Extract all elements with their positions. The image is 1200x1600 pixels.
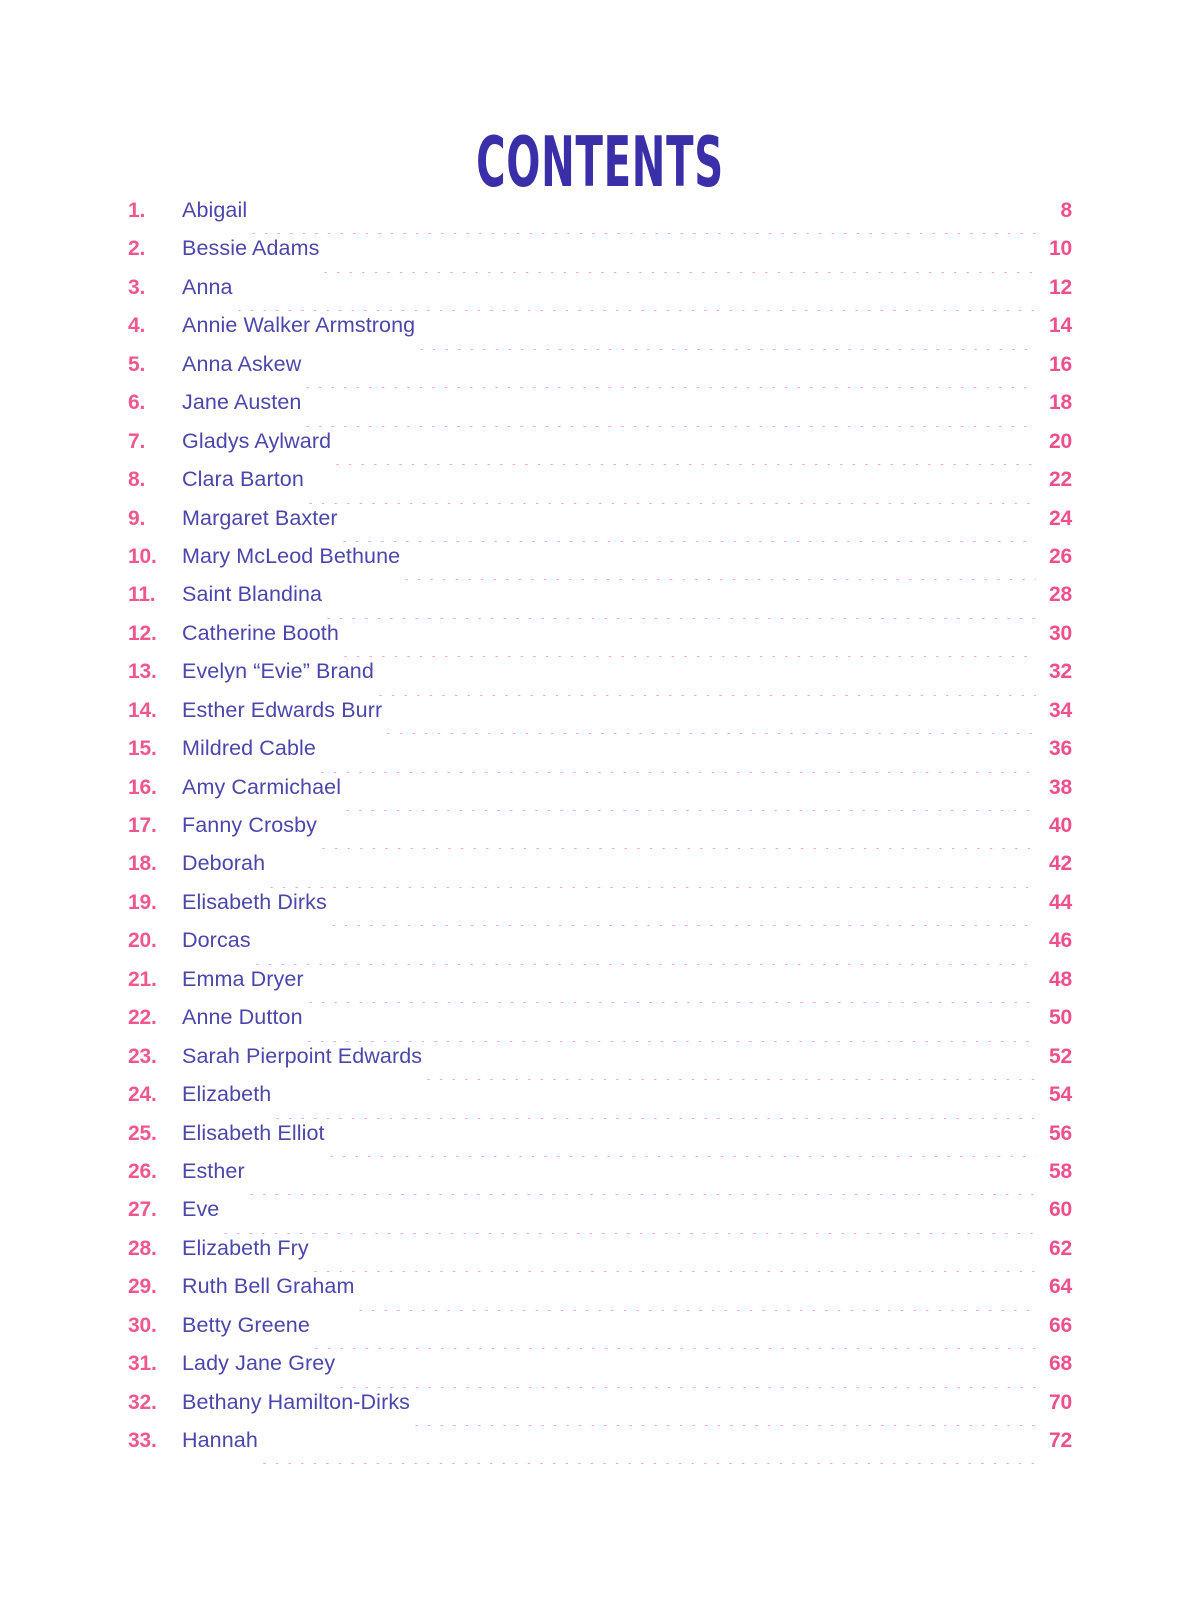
toc-entry-page-number[interactable]: 66 [1049,1313,1072,1337]
toc-entry-page-number[interactable]: 10 [1049,237,1072,261]
toc-entry-title[interactable]: Gladys Aylward [182,428,332,453]
dot-leader [344,656,1036,657]
dot-leader [321,772,1036,773]
dot-leader [340,1387,1036,1388]
toc-entry-title[interactable]: Eve [182,1197,220,1222]
toc-entry-number: 25. [128,1121,157,1145]
toc-entry-number: 18. [128,852,157,876]
dot-leader [420,349,1036,350]
toc-entry-title[interactable]: Elizabeth [182,1082,272,1107]
toc-entry-page-number[interactable]: 60 [1049,1198,1072,1222]
toc-entry-row[interactable] [128,1007,1072,1045]
toc-entry-page-number[interactable]: 18 [1049,391,1072,415]
dot-leader [315,1348,1036,1349]
toc-entry-title[interactable]: Margaret Baxter [182,505,338,530]
toc-entry-page-number[interactable]: 28 [1049,583,1072,607]
toc-entry-row[interactable] [128,200,1072,238]
dot-leader [427,1079,1036,1080]
toc-entry-title[interactable]: Anne Dutton [182,1005,303,1030]
toc-entry-number: 3. [128,275,146,299]
toc-entry-row[interactable] [128,661,1072,699]
toc-entry-page-number[interactable]: 38 [1049,775,1072,799]
toc-entry-number: 26. [128,1159,157,1183]
toc-entry-title[interactable]: Abigail [182,198,248,222]
toc-entry-page-number[interactable]: 56 [1049,1121,1072,1145]
toc-entry-title[interactable]: Anna Askew [182,351,302,376]
toc-entry-title[interactable]: Amy Carmichael [182,774,342,799]
toc-entry-page-number[interactable]: 44 [1049,890,1072,914]
toc-entry-row[interactable] [128,966,1072,1007]
toc-entry-row[interactable] [128,889,1072,930]
toc-entry-row[interactable] [128,774,1072,815]
toc-entry-row[interactable] [128,469,1072,507]
toc-entry-page-number[interactable]: 24 [1049,506,1072,530]
toc-entry-number: 15. [128,737,157,761]
toc-entry-row[interactable] [128,738,1072,776]
toc-entry-number: 1. [128,199,146,222]
toc-entry-page-number[interactable]: 40 [1049,814,1072,837]
toc-entry-page-number[interactable]: 42 [1049,852,1072,876]
toc-entry-page-number[interactable]: 48 [1049,967,1072,991]
toc-entry-row[interactable] [128,428,1072,469]
dot-leader [250,1194,1036,1195]
toc-entry-number: 22. [128,1006,157,1030]
toc-entry-row[interactable] [128,1120,1072,1161]
toc-entry-number: 20. [128,929,157,953]
dot-leader [330,1156,1036,1157]
toc-entry-page-number[interactable]: 30 [1049,621,1072,645]
toc-entry-page-number[interactable]: 32 [1049,660,1072,684]
dot-leader [332,925,1036,926]
toc-entry-row[interactable] [128,505,1072,546]
toc-entry-title[interactable]: Mildred Cable [182,736,316,761]
dot-leader [387,733,1036,734]
toc-entry-page-number[interactable]: 54 [1049,1083,1072,1107]
toc-entry-row[interactable] [128,392,1072,430]
toc-entry-row[interactable] [128,1199,1072,1237]
dot-leader [252,233,1036,234]
toc-entry-number: 33. [128,1429,157,1452]
dot-leader [346,810,1036,811]
toc-entry-page-number[interactable]: 70 [1049,1390,1072,1414]
toc-entry-row[interactable] [128,543,1072,584]
toc-entry-row[interactable] [128,1235,1072,1276]
toc-entry-row[interactable] [128,1312,1072,1353]
toc-entry-page-number[interactable]: 58 [1049,1159,1072,1183]
toc-entry-number: 8. [128,468,146,492]
dot-leader [379,695,1036,696]
toc-entry-title[interactable]: Hannah [182,1428,258,1452]
toc-entry-row[interactable] [128,815,1072,853]
toc-entry-title[interactable]: Dorcas [182,928,251,953]
toc-entry-row[interactable] [128,697,1072,738]
toc-entry-title[interactable]: Fanny Crosby [182,813,318,837]
toc-entry-row[interactable] [128,930,1072,968]
toc-entry-title[interactable]: Catherine Booth [182,620,339,645]
toc-entry-page-number[interactable]: 26 [1049,544,1072,568]
toc-entry-number: 30. [128,1313,157,1337]
toc-entry-row[interactable] [128,351,1072,392]
toc-entry-number: 29. [128,1275,157,1299]
dot-leader [224,1233,1036,1234]
toc-entry-number: 12. [128,621,157,645]
toc-entry-row[interactable] [128,1158,1072,1199]
toc-entry-number: 6. [128,391,146,415]
toc-entry-number: 21. [128,967,157,991]
dot-leader [256,964,1036,965]
toc-entry-title[interactable]: Emma Dryer [182,966,304,991]
dot-leader [306,387,1036,388]
toc-entry-page-number[interactable]: 16 [1049,352,1072,376]
toc-entry-number: 4. [128,314,146,338]
dot-leader [270,887,1036,888]
dot-leader [309,503,1036,504]
dot-leader [309,1002,1036,1003]
toc-entry-title[interactable]: Lady Jane Grey [182,1351,336,1376]
toc-entry-title[interactable]: Bessie Adams [182,236,320,261]
toc-entry-number: 31. [128,1352,157,1376]
toc-entry-number: 2. [128,237,146,261]
toc-entry-title[interactable]: Jane Austen [182,390,302,415]
dot-leader [263,1463,1036,1464]
toc-entry-number: 13. [128,660,157,684]
dot-leader [276,1118,1036,1119]
toc-entry-title[interactable]: Elisabeth Dirks [182,889,327,914]
toc-entry-page-number[interactable]: 72 [1049,1429,1072,1452]
dot-leader [306,426,1036,427]
toc-entry-row[interactable] [128,620,1072,661]
toc-entry-number: 24. [128,1083,157,1107]
toc-entry-title[interactable]: Elisabeth Elliot [182,1120,325,1145]
toc-entry-page-number[interactable]: 68 [1049,1352,1072,1376]
dot-leader [415,1425,1036,1426]
toc-entry-row[interactable] [128,1353,1072,1391]
toc-entry-row[interactable] [128,315,1072,353]
toc-entry-page-number[interactable]: 52 [1049,1044,1072,1068]
toc-entry-number: 28. [128,1236,157,1260]
page-title: CONTENTS [476,120,724,203]
dot-leader [308,1041,1036,1042]
toc-entry-number: 16. [128,775,157,799]
toc-entry-number: 32. [128,1390,157,1414]
toc-entry-title[interactable]: Evelyn “Evie” Brand [182,659,374,684]
toc-entry-title[interactable]: Bethany Hamilton-Dirks [182,1389,411,1414]
toc-entry-page-number[interactable]: 20 [1049,429,1072,453]
table-of-contents-list [128,200,1072,1468]
toc-entry-title[interactable]: Elizabeth Fry [182,1235,309,1260]
toc-entry-title[interactable]: Esther Edwards Burr [182,697,383,722]
dot-leader [359,1310,1036,1311]
toc-entry-number: 19. [128,890,157,914]
toc-entry-number: 10. [128,544,157,568]
toc-entry-number: 5. [128,352,146,376]
toc-entry-number: 23. [128,1044,157,1068]
toc-entry-number: 11. [128,583,156,607]
toc-entry-page-number[interactable]: 34 [1049,698,1072,722]
toc-entry-page-number[interactable]: 22 [1049,468,1072,492]
toc-entry-page-number[interactable]: 50 [1049,1006,1072,1030]
dot-leader [322,848,1036,849]
dot-leader [324,272,1036,273]
toc-entry-page-number[interactable]: 36 [1049,737,1072,761]
dot-leader [343,541,1036,542]
toc-entry-row[interactable] [128,1430,1072,1468]
toc-entry-row[interactable] [128,1389,1072,1430]
toc-entry-row[interactable] [128,853,1072,891]
toc-entry-number: 17. [128,814,157,837]
dot-leader [238,310,1036,311]
dot-leader [314,1271,1036,1272]
toc-entry-title[interactable]: Clara Barton [182,467,304,492]
toc-entry-title[interactable]: Saint Blandina [182,582,323,607]
toc-entry-page-number[interactable]: 12 [1049,275,1072,299]
toc-entry-row[interactable] [128,584,1072,622]
toc-entry-title[interactable]: Sarah Pierpoint Edwards [182,1043,423,1068]
toc-entry-title[interactable]: Annie Walker Armstrong [182,313,416,338]
toc-entry-page-number[interactable]: 62 [1049,1236,1072,1260]
toc-entry-title[interactable]: Ruth Bell Graham [182,1274,355,1299]
toc-entry-title[interactable]: Anna [182,274,233,299]
dot-leader [327,618,1036,619]
toc-entry-row[interactable] [128,274,1072,315]
toc-entry-title[interactable]: Mary McLeod Bethune [182,543,401,568]
toc-entry-number: 9. [128,506,146,530]
toc-entry-page-number[interactable]: 64 [1049,1275,1072,1299]
dot-leader [405,579,1036,580]
toc-entry-page-number[interactable]: 14 [1049,314,1072,338]
toc-entry-page-number[interactable]: 8 [1060,199,1072,222]
toc-entry-title[interactable]: Esther [182,1158,245,1183]
toc-entry-number: 14. [128,698,157,722]
toc-entry-row[interactable] [128,238,1072,276]
toc-entry-row[interactable] [128,1084,1072,1122]
toc-entry-title[interactable]: Betty Greene [182,1312,310,1337]
toc-entry-number: 27. [128,1198,157,1222]
toc-entry-row[interactable] [128,1043,1072,1084]
toc-entry-title[interactable]: Deborah [182,851,266,876]
toc-entry-row[interactable] [128,1276,1072,1314]
dot-leader [336,464,1036,465]
toc-entry-page-number[interactable]: 46 [1049,929,1072,953]
toc-entry-number: 7. [128,429,146,453]
